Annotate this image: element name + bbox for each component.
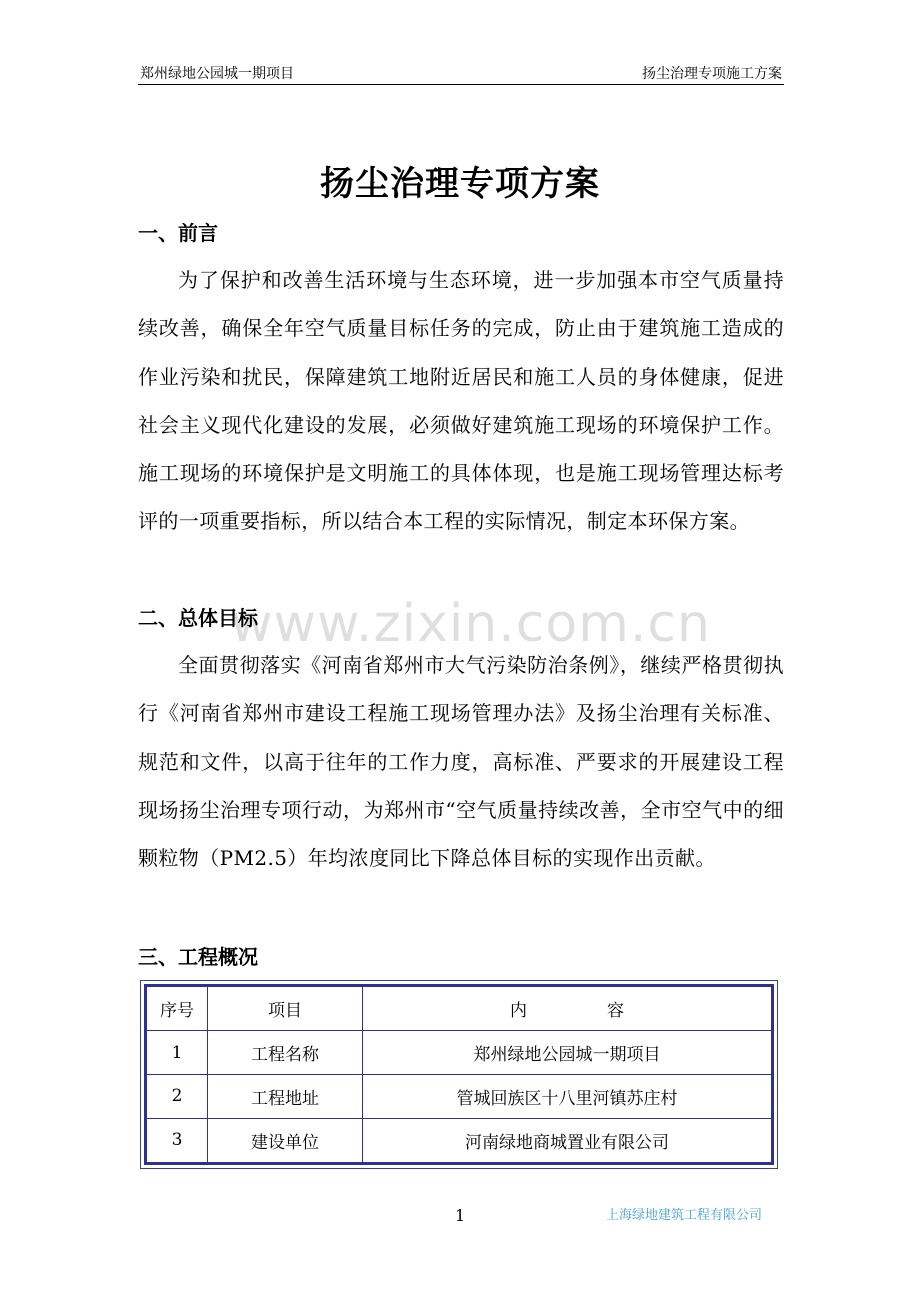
row-content: 管城回族区十八里河镇苏庄村 bbox=[363, 1074, 773, 1118]
table-header-row bbox=[146, 986, 773, 1031]
header-cell-no: 序号 bbox=[146, 986, 208, 1031]
header-content-part-b: 容 bbox=[607, 1001, 624, 1022]
watermark: www.zixin.com.cn bbox=[230, 594, 711, 654]
row-number: 1 bbox=[146, 1031, 208, 1075]
section-paragraph-goals: 全面贯彻落实《河南省郑州市大气污染防治条例》，继续严格贯彻执行《河南省郑州市建设工程施工现场管理办法》及扬尘治理有关标准、规范和文件，以高于往年的工作力度，高标准、严要求的开展建设工程现场扬尘治理专项行动，为郑州市“空气质量持续改善，全市空气中的细颗粒物（PM2.5）年均浓度同比下降总体目标的实现作出贡献。 bbox=[138, 653, 784, 871]
section-heading-project-overview: 三、工程概况 bbox=[138, 945, 258, 969]
row-content: 郑州绿地公园城一期项目 bbox=[363, 1031, 773, 1075]
header-cell-content bbox=[363, 986, 773, 1031]
header-divider bbox=[138, 84, 784, 85]
footer-company-name: 上海绿地建筑工程有限公司 bbox=[606, 1208, 763, 1223]
project-info-table bbox=[144, 984, 774, 1165]
header-document-name: 扬尘治理专项施工方案 bbox=[642, 66, 782, 82]
section-heading-goals: 二、总体目标 bbox=[138, 606, 258, 630]
row-item: 建设单位 bbox=[208, 1118, 363, 1163]
section-paragraph-preface: 为了保护和改善生活环境与生态环境，进一步加强本市空气质量持续改善，确保全年空气质量目标任务的完成，防止由于建筑施工造成的作业污染和扰民，保障建筑工地附近居民和施工人员的身体健康，促进社会主义现代化建设的发展，必须做好建筑施工现场的环境保护工作。施工现场的环境保护是文明施工的具体体现，也是施工现场管理达标考评的一项重要指标，所以结合本工程的实际情况，制定本环保方案。 bbox=[138, 268, 784, 534]
header-project-name: 郑州绿地公园城一期项目 bbox=[140, 66, 294, 82]
table-row bbox=[146, 1118, 773, 1163]
table-row bbox=[146, 1031, 773, 1075]
header-content-part-a: 内 bbox=[510, 1001, 527, 1022]
row-content: 河南绿地商城置业有限公司 bbox=[363, 1118, 773, 1163]
row-number: 2 bbox=[146, 1074, 208, 1118]
row-item: 工程名称 bbox=[208, 1031, 363, 1075]
header-cell-item: 项目 bbox=[208, 986, 363, 1031]
section-heading-preface: 一、前言 bbox=[138, 221, 218, 245]
project-overview-table bbox=[140, 980, 778, 1169]
table-row bbox=[146, 1074, 773, 1118]
row-number: 3 bbox=[146, 1118, 208, 1163]
row-item: 工程地址 bbox=[208, 1074, 363, 1118]
page-number: 1 bbox=[455, 1206, 466, 1225]
document-title: 扬尘治理专项方案 bbox=[320, 164, 600, 204]
